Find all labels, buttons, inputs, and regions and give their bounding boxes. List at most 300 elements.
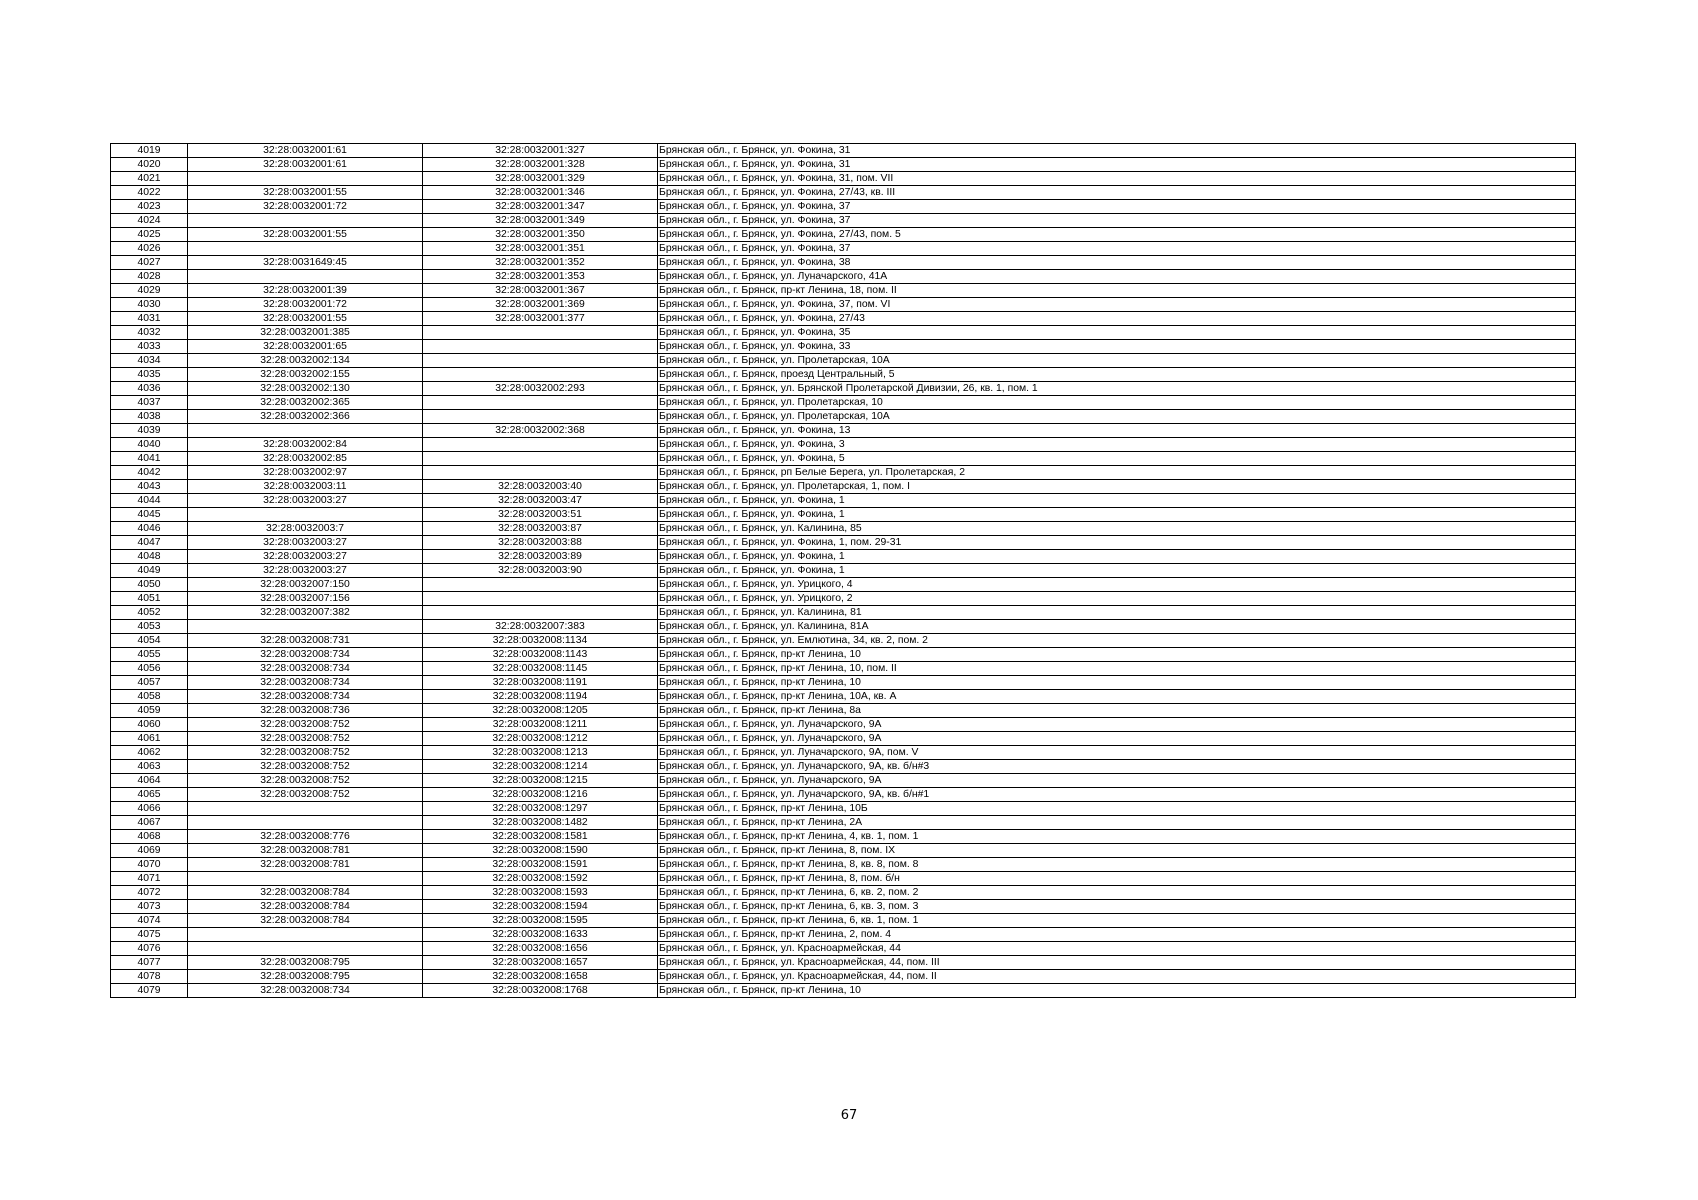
cell-cadastral-number: 32:28:0032002:368 bbox=[423, 424, 658, 438]
cell-parent-cadastral: 32:28:0032008:795 bbox=[188, 970, 423, 984]
cell-cadastral-number bbox=[423, 410, 658, 424]
table-row bbox=[111, 830, 1576, 844]
cell-row-number: 4063 bbox=[111, 760, 188, 774]
cell-parent-cadastral bbox=[188, 424, 423, 438]
cell-parent-cadastral: 32:28:0032007:382 bbox=[188, 606, 423, 620]
cell-parent-cadastral: 32:28:0032008:752 bbox=[188, 760, 423, 774]
cell-row-number: 4069 bbox=[111, 844, 188, 858]
cell-row-number: 4078 bbox=[111, 970, 188, 984]
cell-row-number: 4079 bbox=[111, 984, 188, 998]
cell-parent-cadastral: 32:28:0032003:27 bbox=[188, 550, 423, 564]
table-row bbox=[111, 200, 1576, 214]
cell-parent-cadastral: 32:28:0032001:385 bbox=[188, 326, 423, 340]
cell-address: Брянская обл., г. Брянск, пр-кт Ленина, 8, кв. 8, пом. 8 bbox=[658, 858, 1576, 872]
cell-row-number: 4024 bbox=[111, 214, 188, 228]
cell-parent-cadastral: 32:28:0032008:784 bbox=[188, 900, 423, 914]
cell-parent-cadastral bbox=[188, 620, 423, 634]
cell-address: Брянская обл., г. Брянск, пр-кт Ленина, 2, пом. 4 bbox=[658, 928, 1576, 942]
cell-cadastral-number: 32:28:0032008:1214 bbox=[423, 760, 658, 774]
cell-cadastral-number: 32:28:0032003:40 bbox=[423, 480, 658, 494]
table-row bbox=[111, 438, 1576, 452]
cell-row-number: 4031 bbox=[111, 312, 188, 326]
table-row bbox=[111, 172, 1576, 186]
cell-row-number: 4026 bbox=[111, 242, 188, 256]
cell-parent-cadastral: 32:28:0032001:72 bbox=[188, 200, 423, 214]
cell-cadastral-number bbox=[423, 452, 658, 466]
cell-row-number: 4042 bbox=[111, 466, 188, 480]
table-row bbox=[111, 942, 1576, 956]
cell-row-number: 4075 bbox=[111, 928, 188, 942]
table-row bbox=[111, 270, 1576, 284]
cell-cadastral-number: 32:28:0032003:51 bbox=[423, 508, 658, 522]
table-row bbox=[111, 550, 1576, 564]
cell-row-number: 4062 bbox=[111, 746, 188, 760]
cell-row-number: 4055 bbox=[111, 648, 188, 662]
table-row bbox=[111, 494, 1576, 508]
cell-cadastral-number: 32:28:0032003:89 bbox=[423, 550, 658, 564]
cell-address: Брянская обл., г. Брянск, ул. Урицкого, 4 bbox=[658, 578, 1576, 592]
cell-row-number: 4032 bbox=[111, 326, 188, 340]
table-row bbox=[111, 788, 1576, 802]
cell-address: Брянская обл., г. Брянск, ул. Фокина, 5 bbox=[658, 452, 1576, 466]
cell-row-number: 4036 bbox=[111, 382, 188, 396]
cell-row-number: 4039 bbox=[111, 424, 188, 438]
cell-row-number: 4029 bbox=[111, 284, 188, 298]
cell-address: Брянская обл., г. Брянск, ул. Фокина, 1 bbox=[658, 550, 1576, 564]
cell-cadastral-number: 32:28:0032008:1482 bbox=[423, 816, 658, 830]
cell-address: Брянская обл., г. Брянск, ул. Фокина, 31 bbox=[658, 158, 1576, 172]
table-row bbox=[111, 718, 1576, 732]
table-row bbox=[111, 956, 1576, 970]
table-row bbox=[111, 242, 1576, 256]
cell-cadastral-number: 32:28:0032008:1213 bbox=[423, 746, 658, 760]
cell-row-number: 4061 bbox=[111, 732, 188, 746]
cell-row-number: 4060 bbox=[111, 718, 188, 732]
table-row bbox=[111, 396, 1576, 410]
cell-parent-cadastral bbox=[188, 942, 423, 956]
property-table bbox=[110, 143, 1576, 998]
cell-address: Брянская обл., г. Брянск, пр-кт Ленина, 4, кв. 1, пом. 1 bbox=[658, 830, 1576, 844]
table-row bbox=[111, 522, 1576, 536]
cell-address: Брянская обл., г. Брянск, ул. Калинина, 85 bbox=[658, 522, 1576, 536]
cell-parent-cadastral: 32:28:0032001:61 bbox=[188, 144, 423, 158]
cell-cadastral-number: 32:28:0032008:1595 bbox=[423, 914, 658, 928]
cell-cadastral-number: 32:28:0032008:1656 bbox=[423, 942, 658, 956]
cell-row-number: 4049 bbox=[111, 564, 188, 578]
cell-row-number: 4074 bbox=[111, 914, 188, 928]
cell-address: Брянская обл., г. Брянск, ул. Фокина, 37, пом. VI bbox=[658, 298, 1576, 312]
cell-address: Брянская обл., г. Брянск, ул. Фокина, 1 bbox=[658, 494, 1576, 508]
cell-cadastral-number: 32:28:0032008:1216 bbox=[423, 788, 658, 802]
cell-cadastral-number: 32:28:0032003:88 bbox=[423, 536, 658, 550]
cell-address: Брянская обл., г. Брянск, проезд Центральный, 5 bbox=[658, 368, 1576, 382]
cell-parent-cadastral: 32:28:0032003:11 bbox=[188, 480, 423, 494]
cell-address: Брянская обл., г. Брянск, ул. Пролетарская, 10А bbox=[658, 354, 1576, 368]
table-row bbox=[111, 340, 1576, 354]
cell-row-number: 4023 bbox=[111, 200, 188, 214]
cell-parent-cadastral: 32:28:0032008:776 bbox=[188, 830, 423, 844]
table-row bbox=[111, 564, 1576, 578]
cell-address: Брянская обл., г. Брянск, ул. Фокина, 33 bbox=[658, 340, 1576, 354]
table-row bbox=[111, 732, 1576, 746]
cell-cadastral-number bbox=[423, 592, 658, 606]
cell-address: Брянская обл., г. Брянск, ул. Луначарского, 41А bbox=[658, 270, 1576, 284]
cell-address: Брянская обл., г. Брянск, пр-кт Ленина, 6, кв. 2, пом. 2 bbox=[658, 886, 1576, 900]
cell-cadastral-number: 32:28:0032008:1658 bbox=[423, 970, 658, 984]
table-row bbox=[111, 858, 1576, 872]
cell-cadastral-number: 32:28:0032008:1590 bbox=[423, 844, 658, 858]
cell-parent-cadastral: 32:28:0032008:734 bbox=[188, 662, 423, 676]
cell-cadastral-number: 32:28:0032001:327 bbox=[423, 144, 658, 158]
cell-row-number: 4046 bbox=[111, 522, 188, 536]
cell-row-number: 4019 bbox=[111, 144, 188, 158]
cell-address: Брянская обл., г. Брянск, ул. Луначарского, 9А, кв. б/н#3 bbox=[658, 760, 1576, 774]
cell-row-number: 4072 bbox=[111, 886, 188, 900]
cell-parent-cadastral: 32:28:0032008:784 bbox=[188, 914, 423, 928]
cell-parent-cadastral: 32:28:0032008:752 bbox=[188, 732, 423, 746]
table-row bbox=[111, 354, 1576, 368]
cell-address: Брянская обл., г. Брянск, ул. Красноармейская, 44 bbox=[658, 942, 1576, 956]
cell-row-number: 4071 bbox=[111, 872, 188, 886]
cell-address: Брянская обл., г. Брянск, ул. Пролетарская, 10А bbox=[658, 410, 1576, 424]
table-row bbox=[111, 970, 1576, 984]
cell-address: Брянская обл., г. Брянск, ул. Луначарского, 9А bbox=[658, 774, 1576, 788]
cell-cadastral-number bbox=[423, 438, 658, 452]
cell-cadastral-number: 32:28:0032001:328 bbox=[423, 158, 658, 172]
cell-cadastral-number: 32:28:0032008:1592 bbox=[423, 872, 658, 886]
table-row bbox=[111, 676, 1576, 690]
cell-address: Брянская обл., г. Брянск, ул. Луначарского, 9А, кв. б/н#1 bbox=[658, 788, 1576, 802]
cell-parent-cadastral: 32:28:0032008:752 bbox=[188, 746, 423, 760]
table-row bbox=[111, 144, 1576, 158]
cell-address: Брянская обл., г. Брянск, пр-кт Ленина, 10, пом. II bbox=[658, 662, 1576, 676]
table-row bbox=[111, 816, 1576, 830]
cell-parent-cadastral: 32:28:0032001:55 bbox=[188, 312, 423, 326]
cell-row-number: 4068 bbox=[111, 830, 188, 844]
cell-parent-cadastral: 32:28:0032001:55 bbox=[188, 186, 423, 200]
table-row bbox=[111, 578, 1576, 592]
cell-row-number: 4076 bbox=[111, 942, 188, 956]
cell-parent-cadastral: 32:28:0032002:134 bbox=[188, 354, 423, 368]
cell-address: Брянская обл., г. Брянск, ул. Фокина, 37 bbox=[658, 242, 1576, 256]
cell-row-number: 4050 bbox=[111, 578, 188, 592]
property-table-body bbox=[111, 144, 1576, 998]
cell-cadastral-number: 32:28:0032001:369 bbox=[423, 298, 658, 312]
cell-row-number: 4030 bbox=[111, 298, 188, 312]
cell-cadastral-number: 32:28:0032008:1657 bbox=[423, 956, 658, 970]
cell-cadastral-number: 32:28:0032001:329 bbox=[423, 172, 658, 186]
cell-cadastral-number: 32:28:0032008:1145 bbox=[423, 662, 658, 676]
cell-parent-cadastral: 32:28:0032003:27 bbox=[188, 494, 423, 508]
cell-row-number: 4040 bbox=[111, 438, 188, 452]
cell-address: Брянская обл., г. Брянск, ул. Калинина, 81 bbox=[658, 606, 1576, 620]
cell-row-number: 4070 bbox=[111, 858, 188, 872]
cell-parent-cadastral: 32:28:0032008:731 bbox=[188, 634, 423, 648]
table-row bbox=[111, 746, 1576, 760]
table-row bbox=[111, 802, 1576, 816]
cell-address: Брянская обл., г. Брянск, пр-кт Ленина, 2А bbox=[658, 816, 1576, 830]
cell-parent-cadastral bbox=[188, 214, 423, 228]
cell-row-number: 4037 bbox=[111, 396, 188, 410]
table-row bbox=[111, 214, 1576, 228]
cell-cadastral-number: 32:28:0032008:1594 bbox=[423, 900, 658, 914]
cell-cadastral-number: 32:28:0032008:1205 bbox=[423, 704, 658, 718]
cell-cadastral-number: 32:28:0032008:1593 bbox=[423, 886, 658, 900]
table-row bbox=[111, 634, 1576, 648]
table-row bbox=[111, 620, 1576, 634]
cell-cadastral-number: 32:28:0032002:293 bbox=[423, 382, 658, 396]
table-row bbox=[111, 704, 1576, 718]
table-row bbox=[111, 228, 1576, 242]
cell-row-number: 4052 bbox=[111, 606, 188, 620]
cell-row-number: 4020 bbox=[111, 158, 188, 172]
cell-row-number: 4077 bbox=[111, 956, 188, 970]
cell-address: Брянская обл., г. Брянск, ул. Фокина, 27/43, пом. 5 bbox=[658, 228, 1576, 242]
cell-address: Брянская обл., г. Брянск, ул. Фокина, 1 bbox=[658, 564, 1576, 578]
cell-parent-cadastral bbox=[188, 242, 423, 256]
cell-cadastral-number: 32:28:0032001:377 bbox=[423, 312, 658, 326]
table-row bbox=[111, 662, 1576, 676]
cell-address: Брянская обл., г. Брянск, ул. Луначарского, 9А bbox=[658, 718, 1576, 732]
cell-row-number: 4025 bbox=[111, 228, 188, 242]
cell-parent-cadastral: 32:28:0032001:72 bbox=[188, 298, 423, 312]
table-row bbox=[111, 298, 1576, 312]
table-row bbox=[111, 452, 1576, 466]
cell-address: Брянская обл., г. Брянск, пр-кт Ленина, 6, кв. 1, пом. 1 bbox=[658, 914, 1576, 928]
cell-row-number: 4073 bbox=[111, 900, 188, 914]
cell-parent-cadastral: 32:28:0032008:752 bbox=[188, 718, 423, 732]
cell-address: Брянская обл., г. Брянск, пр-кт Ленина, 10 bbox=[658, 676, 1576, 690]
cell-parent-cadastral: 32:28:0032001:39 bbox=[188, 284, 423, 298]
cell-cadastral-number bbox=[423, 354, 658, 368]
cell-parent-cadastral: 32:28:0032008:734 bbox=[188, 690, 423, 704]
table-row bbox=[111, 466, 1576, 480]
cell-row-number: 4057 bbox=[111, 676, 188, 690]
cell-cadastral-number: 32:28:0032001:353 bbox=[423, 270, 658, 284]
cell-row-number: 4053 bbox=[111, 620, 188, 634]
table-row bbox=[111, 774, 1576, 788]
cell-row-number: 4022 bbox=[111, 186, 188, 200]
cell-address: Брянская обл., г. Брянск, ул. Брянской Пролетарской Дивизии, 26, кв. 1, пом. 1 bbox=[658, 382, 1576, 396]
cell-address: Брянская обл., г. Брянск, ул. Фокина, 1, пом. 29-31 bbox=[658, 536, 1576, 550]
cell-parent-cadastral: 32:28:0032008:784 bbox=[188, 886, 423, 900]
cell-cadastral-number: 32:28:0032008:1143 bbox=[423, 648, 658, 662]
cell-address: Брянская обл., г. Брянск, ул. Фокина, 27/43 bbox=[658, 312, 1576, 326]
cell-parent-cadastral: 32:28:0032001:61 bbox=[188, 158, 423, 172]
cell-address: Брянская обл., г. Брянск, ул. Фокина, 1 bbox=[658, 508, 1576, 522]
cell-row-number: 4067 bbox=[111, 816, 188, 830]
cell-parent-cadastral: 32:28:0032007:156 bbox=[188, 592, 423, 606]
cell-parent-cadastral: 32:28:0032008:736 bbox=[188, 704, 423, 718]
cell-parent-cadastral: 32:28:0031649:45 bbox=[188, 256, 423, 270]
cell-parent-cadastral: 32:28:0032003:27 bbox=[188, 564, 423, 578]
table-row bbox=[111, 410, 1576, 424]
cell-row-number: 4021 bbox=[111, 172, 188, 186]
cell-cadastral-number: 32:28:0032008:1134 bbox=[423, 634, 658, 648]
cell-cadastral-number: 32:28:0032007:383 bbox=[423, 620, 658, 634]
cell-cadastral-number bbox=[423, 578, 658, 592]
cell-address: Брянская обл., г. Брянск, ул. Луначарского, 9А bbox=[658, 732, 1576, 746]
cell-row-number: 4038 bbox=[111, 410, 188, 424]
table-row bbox=[111, 284, 1576, 298]
table-row bbox=[111, 886, 1576, 900]
cell-cadastral-number: 32:28:0032008:1212 bbox=[423, 732, 658, 746]
cell-row-number: 4041 bbox=[111, 452, 188, 466]
cell-address: Брянская обл., г. Брянск, пр-кт Ленина, 6, кв. 3, пом. 3 bbox=[658, 900, 1576, 914]
cell-parent-cadastral: 32:28:0032008:752 bbox=[188, 788, 423, 802]
cell-row-number: 4066 bbox=[111, 802, 188, 816]
cell-parent-cadastral: 32:28:0032003:27 bbox=[188, 536, 423, 550]
table-row bbox=[111, 900, 1576, 914]
table-row bbox=[111, 368, 1576, 382]
table-row bbox=[111, 844, 1576, 858]
cell-parent-cadastral: 32:28:0032002:366 bbox=[188, 410, 423, 424]
cell-address: Брянская обл., г. Брянск, ул. Луначарского, 9А, пом. V bbox=[658, 746, 1576, 760]
table-row bbox=[111, 256, 1576, 270]
cell-address: Брянская обл., г. Брянск, рп Белые Берега, ул. Пролетарская, 2 bbox=[658, 466, 1576, 480]
cell-address: Брянская обл., г. Брянск, ул. Фокина, 27/43, кв. III bbox=[658, 186, 1576, 200]
cell-address: Брянская обл., г. Брянск, ул. Фокина, 31 bbox=[658, 144, 1576, 158]
cell-parent-cadastral: 32:28:0032003:7 bbox=[188, 522, 423, 536]
cell-parent-cadastral bbox=[188, 270, 423, 284]
cell-row-number: 4048 bbox=[111, 550, 188, 564]
cell-parent-cadastral: 32:28:0032001:65 bbox=[188, 340, 423, 354]
cell-parent-cadastral: 32:28:0032002:97 bbox=[188, 466, 423, 480]
cell-address: Брянская обл., г. Брянск, пр-кт Ленина, 18, пом. II bbox=[658, 284, 1576, 298]
cell-parent-cadastral: 32:28:0032008:795 bbox=[188, 956, 423, 970]
table-row bbox=[111, 382, 1576, 396]
cell-parent-cadastral: 32:28:0032002:155 bbox=[188, 368, 423, 382]
cell-address: Брянская обл., г. Брянск, ул. Емлютина, 34, кв. 2, пом. 2 bbox=[658, 634, 1576, 648]
cell-row-number: 4059 bbox=[111, 704, 188, 718]
cell-address: Брянская обл., г. Брянск, пр-кт Ленина, 8, пом. б/н bbox=[658, 872, 1576, 886]
cell-cadastral-number: 32:28:0032003:47 bbox=[423, 494, 658, 508]
cell-cadastral-number bbox=[423, 396, 658, 410]
cell-parent-cadastral bbox=[188, 872, 423, 886]
table-row bbox=[111, 424, 1576, 438]
cell-address: Брянская обл., г. Брянск, ул. Красноармейская, 44, пом. III bbox=[658, 956, 1576, 970]
cell-parent-cadastral: 32:28:0032002:365 bbox=[188, 396, 423, 410]
cell-parent-cadastral: 32:28:0032001:55 bbox=[188, 228, 423, 242]
cell-address: Брянская обл., г. Брянск, пр-кт Ленина, 8, пом. IX bbox=[658, 844, 1576, 858]
page-number: 67 bbox=[840, 1108, 858, 1123]
cell-row-number: 4064 bbox=[111, 774, 188, 788]
table-row bbox=[111, 606, 1576, 620]
table-row bbox=[111, 480, 1576, 494]
cell-address: Брянская обл., г. Брянск, ул. Фокина, 37 bbox=[658, 200, 1576, 214]
cell-cadastral-number: 32:28:0032001:350 bbox=[423, 228, 658, 242]
table-row bbox=[111, 326, 1576, 340]
cell-row-number: 4044 bbox=[111, 494, 188, 508]
table-row bbox=[111, 760, 1576, 774]
cell-row-number: 4058 bbox=[111, 690, 188, 704]
cell-row-number: 4056 bbox=[111, 662, 188, 676]
cell-cadastral-number: 32:28:0032008:1297 bbox=[423, 802, 658, 816]
cell-parent-cadastral bbox=[188, 508, 423, 522]
cell-address: Брянская обл., г. Брянск, пр-кт Ленина, 10 bbox=[658, 984, 1576, 998]
table-row bbox=[111, 186, 1576, 200]
cell-address: Брянская обл., г. Брянск, ул. Пролетарская, 1, пом. I bbox=[658, 480, 1576, 494]
cell-parent-cadastral: 32:28:0032002:130 bbox=[188, 382, 423, 396]
cell-row-number: 4045 bbox=[111, 508, 188, 522]
cell-row-number: 4043 bbox=[111, 480, 188, 494]
cell-row-number: 4033 bbox=[111, 340, 188, 354]
cell-address: Брянская обл., г. Брянск, ул. Фокина, 37 bbox=[658, 214, 1576, 228]
cell-parent-cadastral: 32:28:0032007:150 bbox=[188, 578, 423, 592]
cell-cadastral-number bbox=[423, 340, 658, 354]
cell-row-number: 4035 bbox=[111, 368, 188, 382]
cell-parent-cadastral: 32:28:0032008:781 bbox=[188, 844, 423, 858]
cell-row-number: 4028 bbox=[111, 270, 188, 284]
cell-address: Брянская обл., г. Брянск, ул. Калинина, 81А bbox=[658, 620, 1576, 634]
cell-address: Брянская обл., г. Брянск, пр-кт Ленина, 10Б bbox=[658, 802, 1576, 816]
table-row bbox=[111, 914, 1576, 928]
cell-address: Брянская обл., г. Брянск, пр-кт Ленина, 8а bbox=[658, 704, 1576, 718]
cell-parent-cadastral bbox=[188, 928, 423, 942]
cell-parent-cadastral bbox=[188, 172, 423, 186]
cell-cadastral-number: 32:28:0032008:1191 bbox=[423, 676, 658, 690]
cell-cadastral-number: 32:28:0032001:351 bbox=[423, 242, 658, 256]
table-row bbox=[111, 928, 1576, 942]
cell-cadastral-number: 32:28:0032003:90 bbox=[423, 564, 658, 578]
table-row bbox=[111, 312, 1576, 326]
cell-parent-cadastral: 32:28:0032008:781 bbox=[188, 858, 423, 872]
cell-address: Брянская обл., г. Брянск, ул. Фокина, 38 bbox=[658, 256, 1576, 270]
cell-address: Брянская обл., г. Брянск, ул. Фокина, 35 bbox=[658, 326, 1576, 340]
cell-row-number: 4051 bbox=[111, 592, 188, 606]
cell-cadastral-number: 32:28:0032003:87 bbox=[423, 522, 658, 536]
cell-address: Брянская обл., г. Брянск, ул. Красноармейская, 44, пом. II bbox=[658, 970, 1576, 984]
table-row bbox=[111, 592, 1576, 606]
cell-cadastral-number: 32:28:0032001:346 bbox=[423, 186, 658, 200]
cell-address: Брянская обл., г. Брянск, ул. Фокина, 13 bbox=[658, 424, 1576, 438]
cell-cadastral-number: 32:28:0032008:1768 bbox=[423, 984, 658, 998]
cell-address: Брянская обл., г. Брянск, пр-кт Ленина, 10А, кв. А bbox=[658, 690, 1576, 704]
cell-parent-cadastral: 32:28:0032008:752 bbox=[188, 774, 423, 788]
cell-row-number: 4027 bbox=[111, 256, 188, 270]
cell-row-number: 4047 bbox=[111, 536, 188, 550]
cell-row-number: 4034 bbox=[111, 354, 188, 368]
cell-row-number: 4065 bbox=[111, 788, 188, 802]
cell-parent-cadastral bbox=[188, 802, 423, 816]
cell-cadastral-number: 32:28:0032001:367 bbox=[423, 284, 658, 298]
cell-cadastral-number: 32:28:0032008:1215 bbox=[423, 774, 658, 788]
cell-address: Брянская обл., г. Брянск, пр-кт Ленина, 10 bbox=[658, 648, 1576, 662]
cell-cadastral-number: 32:28:0032001:352 bbox=[423, 256, 658, 270]
table-row bbox=[111, 508, 1576, 522]
table-row bbox=[111, 690, 1576, 704]
table-row bbox=[111, 872, 1576, 886]
cell-parent-cadastral bbox=[188, 816, 423, 830]
cell-cadastral-number bbox=[423, 466, 658, 480]
cell-cadastral-number bbox=[423, 606, 658, 620]
cell-cadastral-number: 32:28:0032001:349 bbox=[423, 214, 658, 228]
cell-parent-cadastral: 32:28:0032008:734 bbox=[188, 648, 423, 662]
cell-cadastral-number: 32:28:0032001:347 bbox=[423, 200, 658, 214]
cell-cadastral-number bbox=[423, 368, 658, 382]
table-row bbox=[111, 648, 1576, 662]
cell-address: Брянская обл., г. Брянск, ул. Фокина, 31, пом. VII bbox=[658, 172, 1576, 186]
table-row bbox=[111, 536, 1576, 550]
table-row bbox=[111, 984, 1576, 998]
cell-address: Брянская обл., г. Брянск, ул. Урицкого, 2 bbox=[658, 592, 1576, 606]
cell-parent-cadastral: 32:28:0032002:84 bbox=[188, 438, 423, 452]
cell-cadastral-number: 32:28:0032008:1211 bbox=[423, 718, 658, 732]
cell-row-number: 4054 bbox=[111, 634, 188, 648]
cell-cadastral-number: 32:28:0032008:1581 bbox=[423, 830, 658, 844]
cell-address: Брянская обл., г. Брянск, ул. Пролетарская, 10 bbox=[658, 396, 1576, 410]
table-row bbox=[111, 158, 1576, 172]
